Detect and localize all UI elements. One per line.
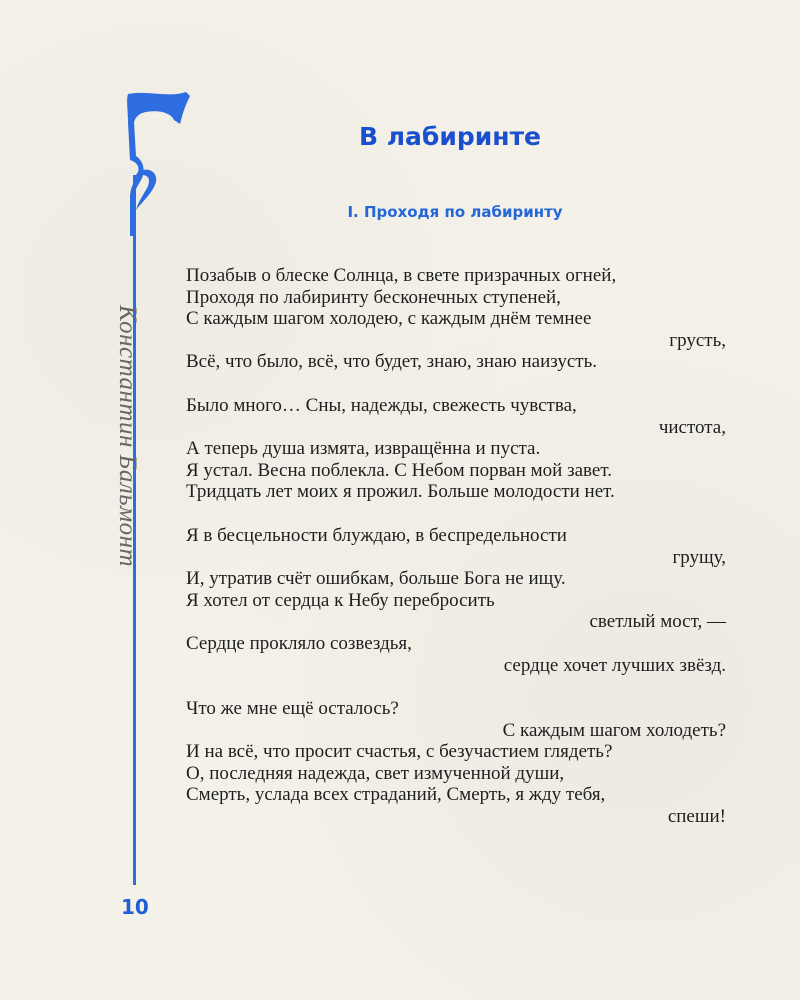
poem-line: сердце хочет лучших звёзд. — [503, 654, 726, 676]
poem-body — [186, 265, 726, 850]
poem-title: В лабиринте — [358, 122, 542, 151]
poem-line: О, последняя надежда, свет измученной души, — [186, 762, 565, 784]
poem-line: чистота, — [658, 416, 726, 438]
poem-line: Я хотел от сердца к Небу перебросить — [186, 589, 495, 611]
poem-line: Сердце прокляло созвездья, — [186, 632, 412, 654]
poem-line: грусть, — [669, 329, 726, 351]
poem-line: Тридцать лет моих я прожил. Больше молодости нет. — [186, 481, 615, 503]
poem-line: светлый мост, — — [589, 611, 726, 633]
poem-line: С каждым шагом холодею, с каждым днём темнее — [186, 308, 592, 330]
poem-line: грущу, — [672, 546, 726, 568]
poem-line: Я устал. Весна поблекла. С Небом порван мой завет. — [186, 459, 612, 481]
poem-line: Смерть, услада всех страданий, Смерть, я жду тебя, — [186, 784, 606, 806]
poem-line: И, утратив счёт ошибкам, больше Бога не ищу. — [186, 568, 566, 590]
art-nouveau-ornament — [118, 86, 198, 246]
poem-line: Было много… Сны, надежды, свежесть чувства, — [186, 394, 577, 416]
poem-line: А теперь душа измята, извращённа и пуста. — [186, 438, 541, 460]
poem-line: Всё, что было, всё, что будет, знаю, знаю наизусть. — [186, 351, 597, 373]
section-title: I. Проходя по лабиринту — [347, 203, 563, 221]
stanza — [186, 525, 726, 676]
stanza — [186, 395, 726, 503]
poem-line: Я в бесцельности блуждаю, в беспредельности — [186, 524, 567, 546]
page-number: 10 — [121, 895, 149, 919]
poem-line: Проходя по лабиринту бесконечных ступеней, — [186, 286, 561, 308]
poem-line: С каждым шагом холодеть? — [502, 719, 726, 741]
poem-line: И на всё, что просит счастья, с безучастием глядеть? — [186, 741, 613, 763]
author-name: Константин Бальмонт — [114, 305, 141, 568]
poem-line: Позабыв о блеске Солнца, в свете призрачных огней, — [186, 265, 617, 286]
stanza — [186, 698, 726, 828]
stanza — [186, 265, 726, 373]
poem-line: спеши! — [667, 806, 726, 828]
poem-line: Что же мне ещё осталось? — [186, 698, 399, 720]
